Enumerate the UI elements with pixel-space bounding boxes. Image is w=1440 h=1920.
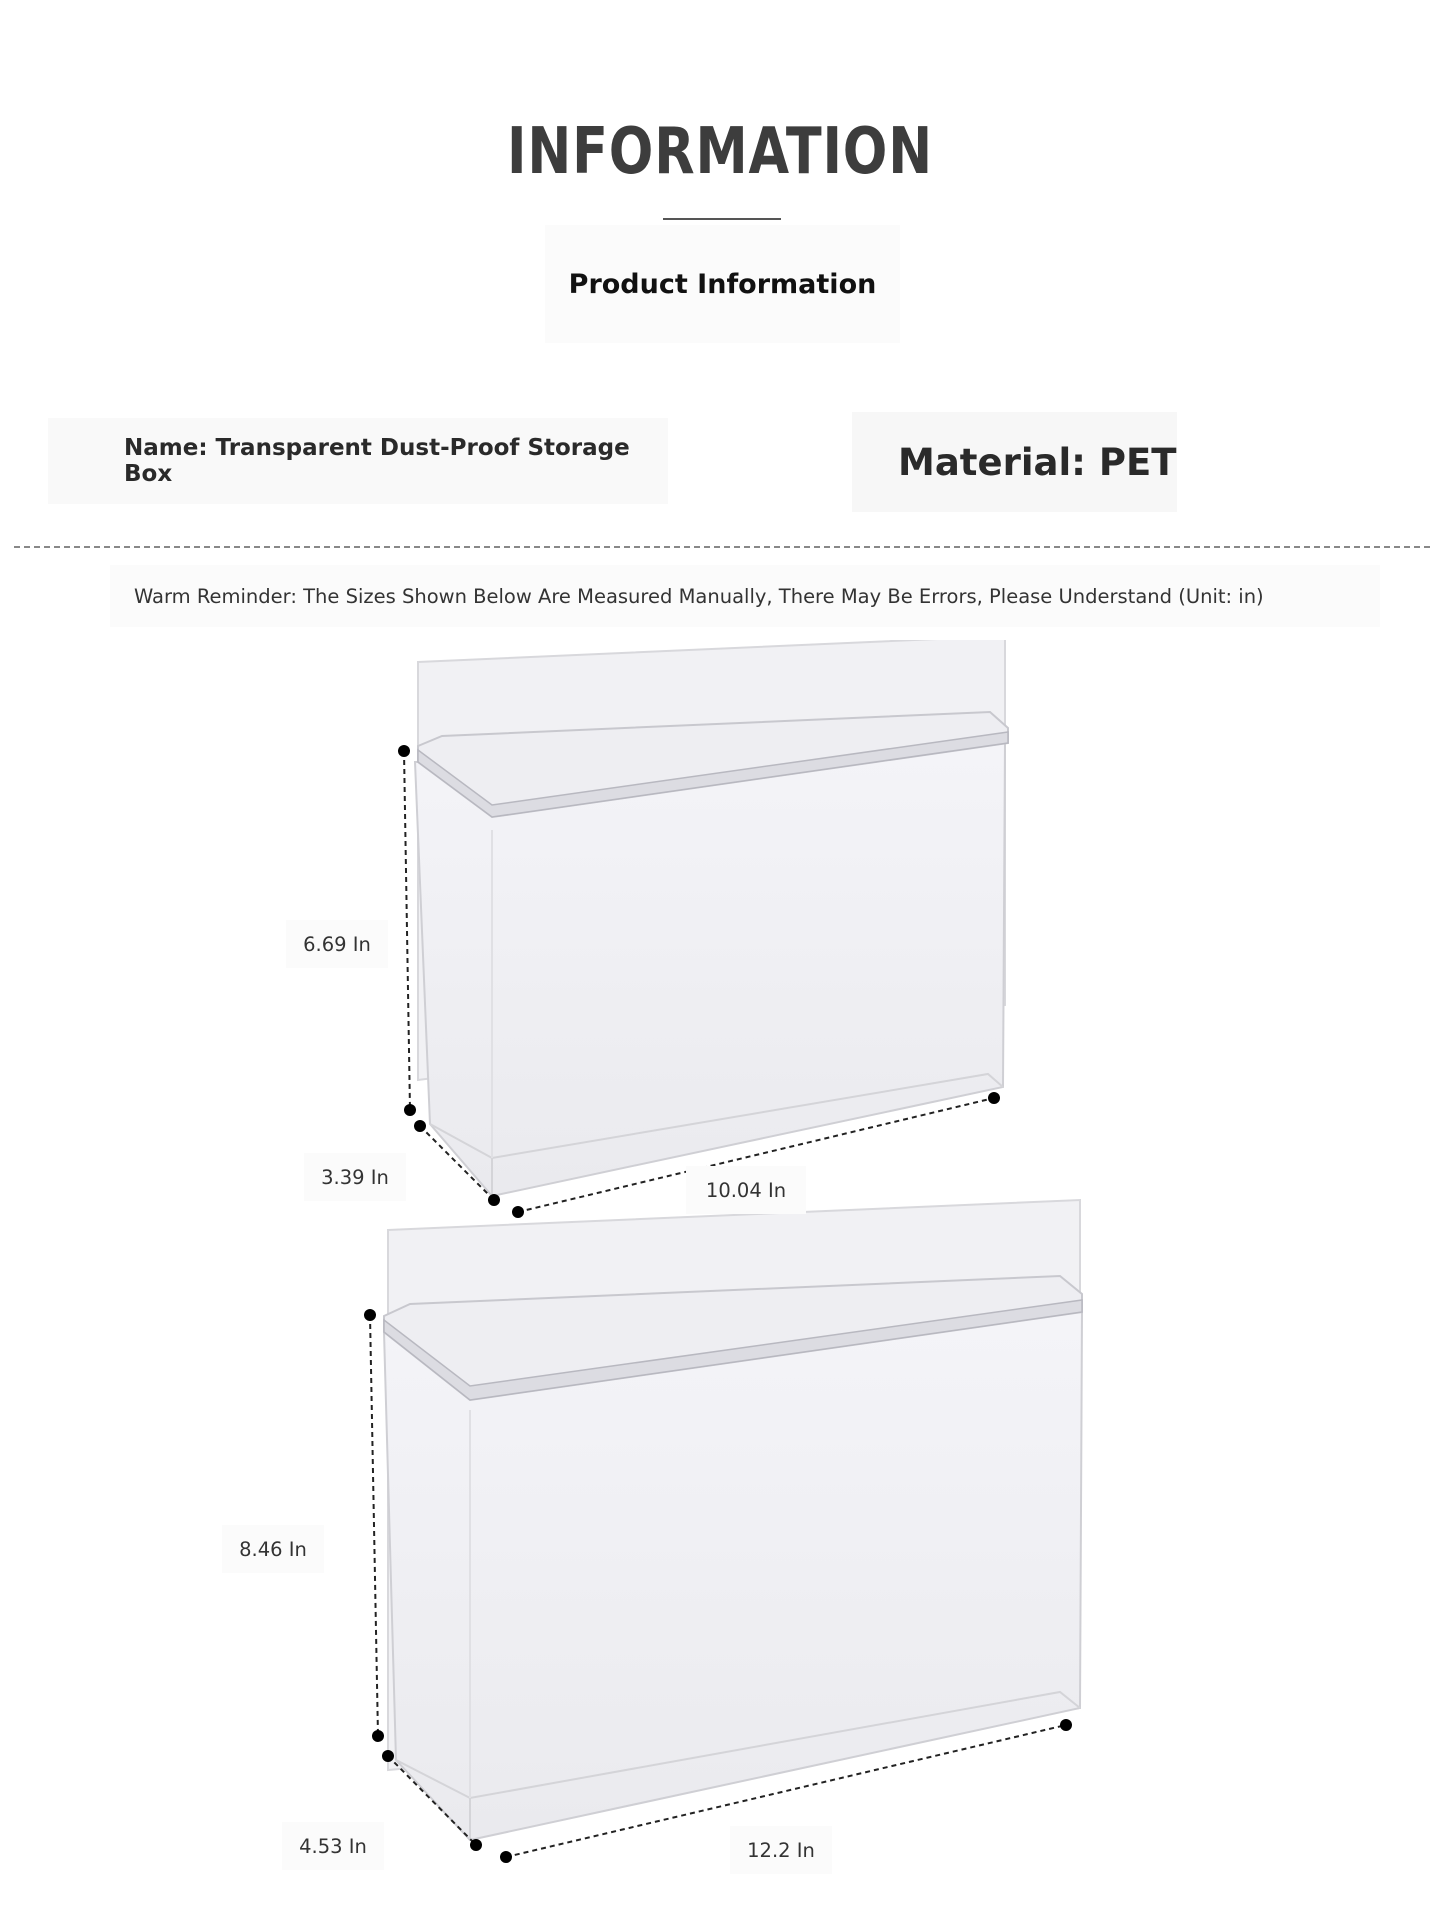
- small-box-height-label: 6.69 In: [286, 920, 388, 968]
- large-box-height-label: 8.46 In: [222, 1525, 324, 1573]
- small-box-width-label: 10.04 In: [686, 1166, 806, 1214]
- small-box-depth-label: 3.39 In: [304, 1153, 406, 1201]
- warm-reminder-text: Warm Reminder: The Sizes Shown Below Are Measured Manually, There May Be Errors, Please Understand (Unit: in): [110, 565, 1380, 627]
- box-illustrations: [0, 640, 1440, 1920]
- dashed-divider: [14, 546, 1430, 548]
- title-divider: [663, 218, 781, 220]
- section-subtitle: Product Information: [545, 225, 900, 343]
- small-box-illustration: [398, 640, 1008, 1218]
- large-box-illustration: [364, 1200, 1082, 1863]
- large-box-depth-label: 4.53 In: [282, 1822, 384, 1870]
- large-box-width-label: 12.2 In: [730, 1826, 832, 1874]
- product-material-label: Material: PET: [852, 412, 1177, 512]
- product-name-label: Name: Transparent Dust-Proof Storage Box: [48, 418, 668, 504]
- section-title: INFORMATION: [507, 115, 933, 189]
